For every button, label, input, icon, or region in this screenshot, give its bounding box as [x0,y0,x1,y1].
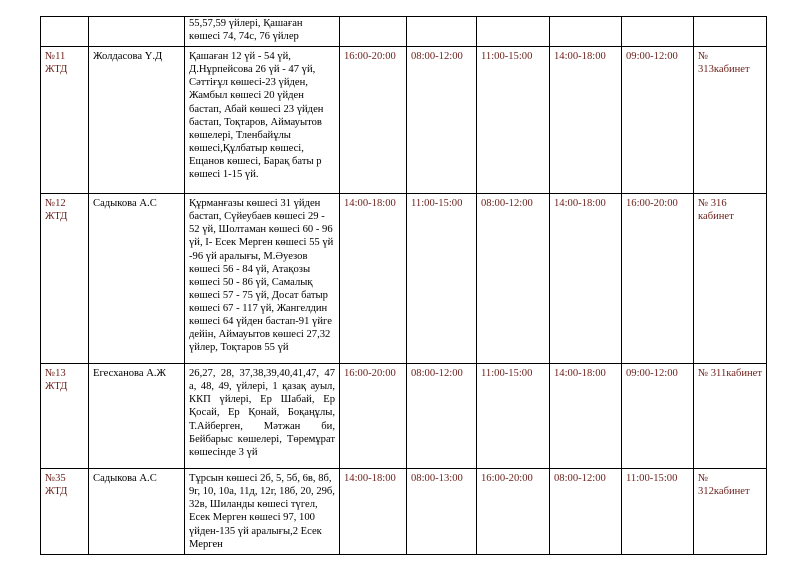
district-number: №12 ЖТД [41,194,89,364]
table-row [41,194,767,364]
time-slot: 11:00-15:00 [622,469,694,555]
table-row [41,364,767,469]
time-slot: 08:00-13:00 [407,469,477,555]
doctor-name [89,17,185,47]
time-slot: 16:00-20:00 [477,469,550,555]
cabinet: № 313кабинет [694,47,767,194]
address-list: Тұрсын көшесі 2б, 5, 5б, 6в, 8б, 9г, 10, 10а, 11д, 12г, 18б, 20, 29б, 32в, Шиланды көшесі түгел, Есек Мерген көшесі 97, 100 үйден-135 үй аралығы,2 Есек Мерген [185,469,340,555]
time-slot: 08:00-12:00 [477,194,550,364]
time-slot: 14:00-18:00 [550,364,622,469]
time-slot: 08:00-12:00 [407,364,477,469]
schedule-table [40,16,767,555]
district-number: №11 ЖТД [41,47,89,194]
district-number: №13 ЖТД [41,364,89,469]
time-slot: 09:00-12:00 [622,47,694,194]
time-slot: 14:00-18:00 [340,469,407,555]
time-slot: 11:00-15:00 [407,194,477,364]
time-slot: 08:00-12:00 [550,469,622,555]
district-number [41,17,89,47]
doctor-name: Садыкова А.С [89,469,185,555]
cabinet: № 312кабинет [694,469,767,555]
time-slot [340,17,407,47]
time-slot: 16:00-20:00 [340,47,407,194]
time-slot: 11:00-15:00 [477,364,550,469]
time-slot: 08:00-12:00 [407,47,477,194]
address-list: 55,57,59 үйлері, Қашаған көшесі 74, 74с, 76 үйлер [185,17,340,47]
time-slot [477,17,550,47]
doctor-name: Жолдасова Ү.Д [89,47,185,194]
time-slot: 16:00-20:00 [622,194,694,364]
time-slot: 11:00-15:00 [477,47,550,194]
cabinet: № 311кабинет [694,364,767,469]
address-list: 26,27, 28, 37,38,39,40,41,47, 47 а, 48, 49, үйлері, 1 қазақ ауыл, ККП үйлері, Ер Шабай, Ер Қосай, Ер Қонай, Боқаңұлы, Т.Айберген, Мәтжан би, Бейбарыс көшелері, Төремұрат көшесінде 3 үй [185,364,340,469]
time-slot [622,17,694,47]
time-slot: 14:00-18:00 [550,47,622,194]
doctor-name: Егесханова А.Ж [89,364,185,469]
table-row [41,47,767,194]
time-slot: 14:00-18:00 [550,194,622,364]
cabinet [694,17,767,47]
time-slot: 16:00-20:00 [340,364,407,469]
cabinet: № 316 кабинет [694,194,767,364]
time-slot [407,17,477,47]
time-slot: 14:00-18:00 [340,194,407,364]
doctor-name: Садыкова А.С [89,194,185,364]
table-row [41,17,767,47]
time-slot [550,17,622,47]
time-slot: 09:00-12:00 [622,364,694,469]
address-list: Қашаған 12 үй - 54 үй, Д.Нұрпейсова 26 үй - 47 үй, Сәттіғұл көшесі-23 үйден, Жамбыл көшесі 20 үйден бастап, Абай көшесі 23 үйден бастап, Тоқтаров, Аймауытов көшелері, Тленбайұлы көшесі,Құлбатыр көшесі, Ещанов көшесі, Барақ баты р көшесі 1-15 үй. [185,47,340,194]
address-list: Құрманғазы көшесі 31 үйден бастап, Сүйеубаев көшесі 29 - 52 үй, Шолтаман көшесі 60 - 96 үй, І- Есек Мерген көшесі 55 үй -96 үй аралығы, М.Әуезов көшесі 56 - 84 үй, Атақозы көшесі 50 - 86 үй, Самалық көшесі 57 - 75 үй, Досат батыр көшесі 67 - 117 үй, Жангелдин көшесі 64 үйден бастап-91 үйге дейін, Аймауытов көшесі 27,32 үйлер, Тоқтаров 55 үй [185,194,340,364]
district-number: №35 ЖТД [41,469,89,555]
table-row [41,469,767,555]
